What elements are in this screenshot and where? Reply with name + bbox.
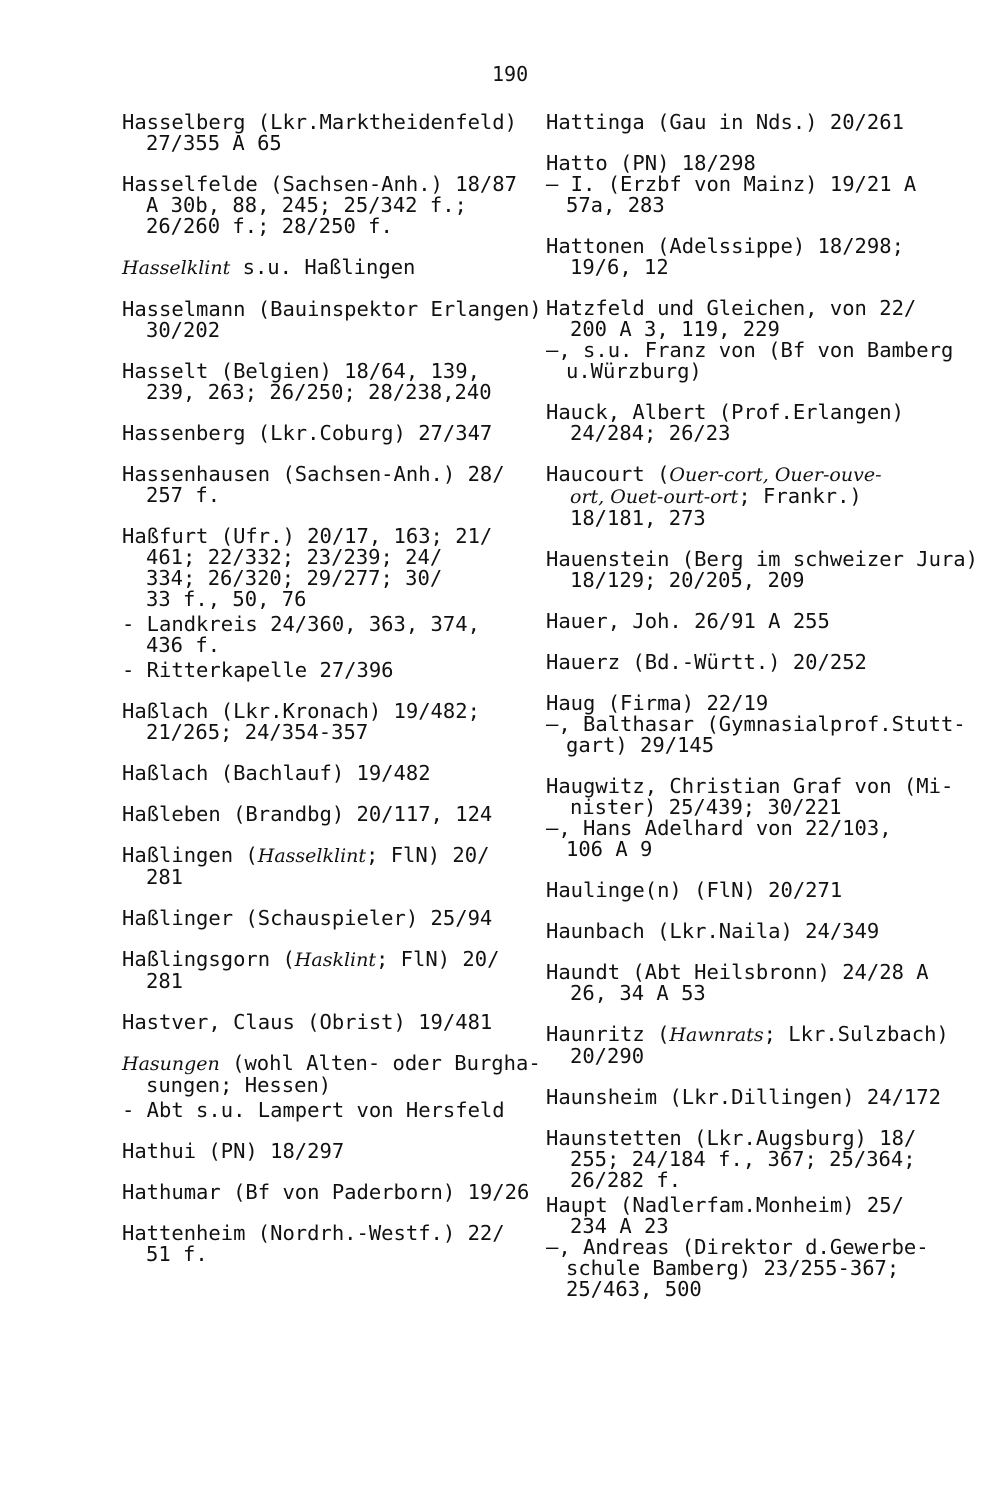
entry-line: 239, 263; 26/250; 28/238,240 xyxy=(146,380,492,404)
page-number: 190 xyxy=(492,62,529,86)
entry-text: ; FlN) 20/ xyxy=(366,843,490,867)
italic-term: Hasungen xyxy=(122,1053,220,1075)
entry-line: —, s.u. Franz von (Bf von Bamberg xyxy=(546,338,954,362)
entry-line: Hattinga (Gau in Nds.) 20/261 xyxy=(546,110,904,134)
entry-line: Hauck, Albert (Prof.Erlangen) xyxy=(546,400,904,424)
entry-line: u.Würzburg) xyxy=(566,359,702,383)
entry-line: Haßlinger (Schauspieler) 25/94 xyxy=(122,906,493,930)
entry-line: Hasselberg (Lkr.Marktheidenfeld) xyxy=(122,110,517,134)
index-entry xyxy=(546,880,986,901)
index-entry xyxy=(546,1195,986,1300)
index-entry xyxy=(546,464,986,529)
entry-line: 26, 34 A 53 xyxy=(570,981,706,1005)
index-entry xyxy=(122,112,522,154)
entry-line: 57a, 283 xyxy=(566,193,665,217)
entry-line: 24/284; 26/23 xyxy=(570,421,731,445)
entry-line: Haupt (Nadlerfam.Monheim) 25/ xyxy=(546,1193,904,1217)
entry-line: Hauer, Joh. 26/91 A 255 xyxy=(546,609,830,633)
entry-line: —, Balthasar (Gymnasialprof.Stutt- xyxy=(546,712,966,736)
entry-line: Hattenheim (Nordrh.-Westf.) 22/ xyxy=(122,1221,505,1245)
entry-text: Haßlingen ( xyxy=(122,843,258,867)
index-entry xyxy=(546,549,986,591)
entry-line: 281 xyxy=(146,865,184,889)
index-entry xyxy=(122,1051,541,1097)
entry-line: 257 f. xyxy=(146,483,221,507)
italic-term: Ouer-cort, Ouer-ouve- xyxy=(669,464,882,486)
entry-line: 334; 26/320; 29/277; 30/ xyxy=(146,566,443,590)
index-entry xyxy=(546,236,986,278)
entry-line: Haundt (Abt Heilsbronn) 24/28 A xyxy=(546,960,929,984)
italic-term: ort, Ouet-ourt-ort xyxy=(570,486,739,508)
entry-line: — I. (Erzbf von Mainz) 19/21 A xyxy=(546,172,917,196)
entry-line: 27/355 A 65 xyxy=(146,131,282,155)
index-entry xyxy=(122,361,522,403)
entry-line: Hathumar (Bf von Paderborn) 19/26 xyxy=(122,1180,530,1204)
entry-line xyxy=(546,1024,986,1046)
index-entry xyxy=(122,701,522,743)
entry-line: Hassenhausen (Sachsen-Anh.) 28/ xyxy=(122,462,505,486)
index-entry xyxy=(122,1141,522,1162)
index-subentry xyxy=(122,1100,522,1121)
entry-line: Hasselmann (Bauinspektor Erlangen) xyxy=(122,297,542,321)
entry-line: 436 f. xyxy=(146,633,221,657)
entry-line xyxy=(546,464,986,486)
entry-line xyxy=(122,949,522,971)
index-entry xyxy=(122,423,522,444)
index-entry xyxy=(546,962,986,1004)
index-entry xyxy=(546,776,986,860)
entry-line: gart) 29/145 xyxy=(566,733,715,757)
index-subentry xyxy=(122,660,522,681)
index-entry xyxy=(546,652,986,673)
entry-line: 26/260 f.; 28/250 f. xyxy=(146,214,393,238)
entry-line: Hathui (PN) 18/297 xyxy=(122,1139,345,1163)
entry-line: 51 f. xyxy=(146,1242,208,1266)
entry-line: 19/6, 12 xyxy=(570,255,669,279)
entry-line: Haunstetten (Lkr.Augsburg) 18/ xyxy=(546,1126,917,1150)
entry-text: Haunritz ( xyxy=(546,1022,670,1046)
index-subentry xyxy=(122,614,522,656)
entry-line: Hassenberg (Lkr.Coburg) 27/347 xyxy=(122,421,493,445)
entry-line xyxy=(122,845,522,867)
entry-line: Hatzfeld und Gleichen, von 22/ xyxy=(546,296,917,320)
index-entry xyxy=(546,153,986,216)
entry-line: 25/463, 500 xyxy=(566,1277,702,1301)
entry-line: Haßfurt (Ufr.) 20/17, 163; 21/ xyxy=(122,524,493,548)
index-entry xyxy=(122,526,522,610)
entry-line: —, Andreas (Direktor d.Gewerbe- xyxy=(546,1235,929,1259)
index-entry xyxy=(122,1180,530,1204)
entry-text: Haucourt ( xyxy=(546,462,670,486)
entry-line: Hasselfelde (Sachsen-Anh.) 18/87 xyxy=(122,172,517,196)
index-entry xyxy=(122,804,522,825)
entry-line: 18/129; 20/205, 209 xyxy=(570,568,805,592)
entry-line: sungen; Hessen) xyxy=(146,1073,332,1097)
entry-line: - Landkreis 24/360, 363, 374, xyxy=(122,612,480,636)
entry-text: ; FlN) 20/ xyxy=(375,947,500,971)
italic-term: Hawnrats xyxy=(669,1024,764,1046)
index-entry xyxy=(122,464,522,506)
italic-term: Hasselklint xyxy=(257,845,367,867)
index-entry xyxy=(546,1024,986,1067)
index-entry xyxy=(546,611,986,632)
entry-line xyxy=(122,257,522,279)
entry-text: 18/181, 273 xyxy=(570,506,706,530)
entry-line: Hauenstein (Berg im schweizer Jura) xyxy=(546,547,978,571)
entry-line: 33 f., 50, 76 xyxy=(146,587,307,611)
entry-line: 200 A 3, 119, 229 xyxy=(570,317,780,341)
entry-line: Haug (Firma) 22/19 xyxy=(546,691,769,715)
entry-text: (wohl Alten- oder Burgha- xyxy=(219,1051,541,1075)
index-entry xyxy=(122,949,522,992)
entry-line: 26/282 f. xyxy=(570,1168,682,1192)
entry-line: 21/265; 24/354-357 xyxy=(146,720,369,744)
entry-line: Haugwitz, Christian Graf von (Mi- xyxy=(546,774,954,798)
index-column-right xyxy=(546,112,986,1300)
index-entry xyxy=(122,763,522,784)
italic-term: Hasselklint xyxy=(122,257,231,279)
entry-line: schule Bamberg) 23/255-367; xyxy=(566,1256,900,1280)
entry-line: Hauerz (Bd.-Württ.) 20/252 xyxy=(546,650,867,674)
entry-line: - Ritterkapelle 27/396 xyxy=(122,658,394,682)
entry-line: 461; 22/332; 23/239; 24/ xyxy=(146,545,443,569)
entry-line: A 30b, 88, 245; 25/342 f.; xyxy=(146,193,467,217)
index-entry xyxy=(122,297,542,342)
entry-line: Hasselt (Belgien) 18/64, 139, xyxy=(122,359,480,383)
entry-line: Haßlach (Bachlauf) 19/482 xyxy=(122,761,431,785)
entry-line: Hattonen (Adelssippe) 18/298; xyxy=(546,234,904,258)
index-entry xyxy=(122,174,522,237)
entry-line: Hastver, Claus (Obrist) 19/481 xyxy=(122,1010,493,1034)
index-entry xyxy=(122,257,522,279)
index-entry xyxy=(122,908,522,929)
index-entry xyxy=(546,693,986,756)
entry-line: Haßlach (Lkr.Kronach) 19/482; xyxy=(122,699,480,723)
index-entry xyxy=(546,402,986,444)
entry-line: 20/290 xyxy=(570,1044,645,1068)
entry-text: s.u. Haßlingen xyxy=(230,255,416,279)
entry-line: Haßleben (Brandbg) 20/117, 124 xyxy=(122,802,493,826)
entry-line: - Abt s.u. Lampert von Hersfeld xyxy=(122,1098,505,1122)
index-entry xyxy=(546,921,986,942)
entry-line xyxy=(546,508,986,529)
entry-line: 30/202 xyxy=(146,318,221,342)
entry-text: Haßlingsgorn ( xyxy=(122,947,295,971)
entry-line: 255; 24/184 f., 367; 25/364; xyxy=(570,1147,916,1171)
entry-line: 234 A 23 xyxy=(570,1214,669,1238)
index-entry xyxy=(546,1128,986,1191)
index-entry xyxy=(546,298,986,382)
index-entry xyxy=(546,1087,986,1108)
entry-line: 281 xyxy=(146,969,184,993)
index-entry xyxy=(122,1012,522,1033)
entry-line: nister) 25/439; 30/221 xyxy=(570,795,842,819)
entry-line: —, Hans Adelhard von 22/103, xyxy=(546,816,892,840)
entry-text: ; Lkr.Sulzbach) xyxy=(763,1022,949,1046)
entry-text: ; Frankr.) xyxy=(738,484,862,508)
entry-line xyxy=(546,486,986,508)
entry-line: Hatto (PN) 18/298 xyxy=(546,151,756,175)
index-column-left xyxy=(122,110,542,1266)
entry-line xyxy=(122,1051,541,1075)
entry-line: Haulinge(n) (FlN) 20/271 xyxy=(546,878,843,902)
italic-term: Hasklint xyxy=(294,949,376,971)
entry-line: Haunsheim (Lkr.Dillingen) 24/172 xyxy=(546,1085,941,1109)
entry-line: 106 A 9 xyxy=(566,837,653,861)
entry-line: Haunbach (Lkr.Naila) 24/349 xyxy=(546,919,880,943)
index-entry xyxy=(122,1223,522,1265)
index-entry xyxy=(122,845,522,888)
index-entry xyxy=(546,112,986,133)
